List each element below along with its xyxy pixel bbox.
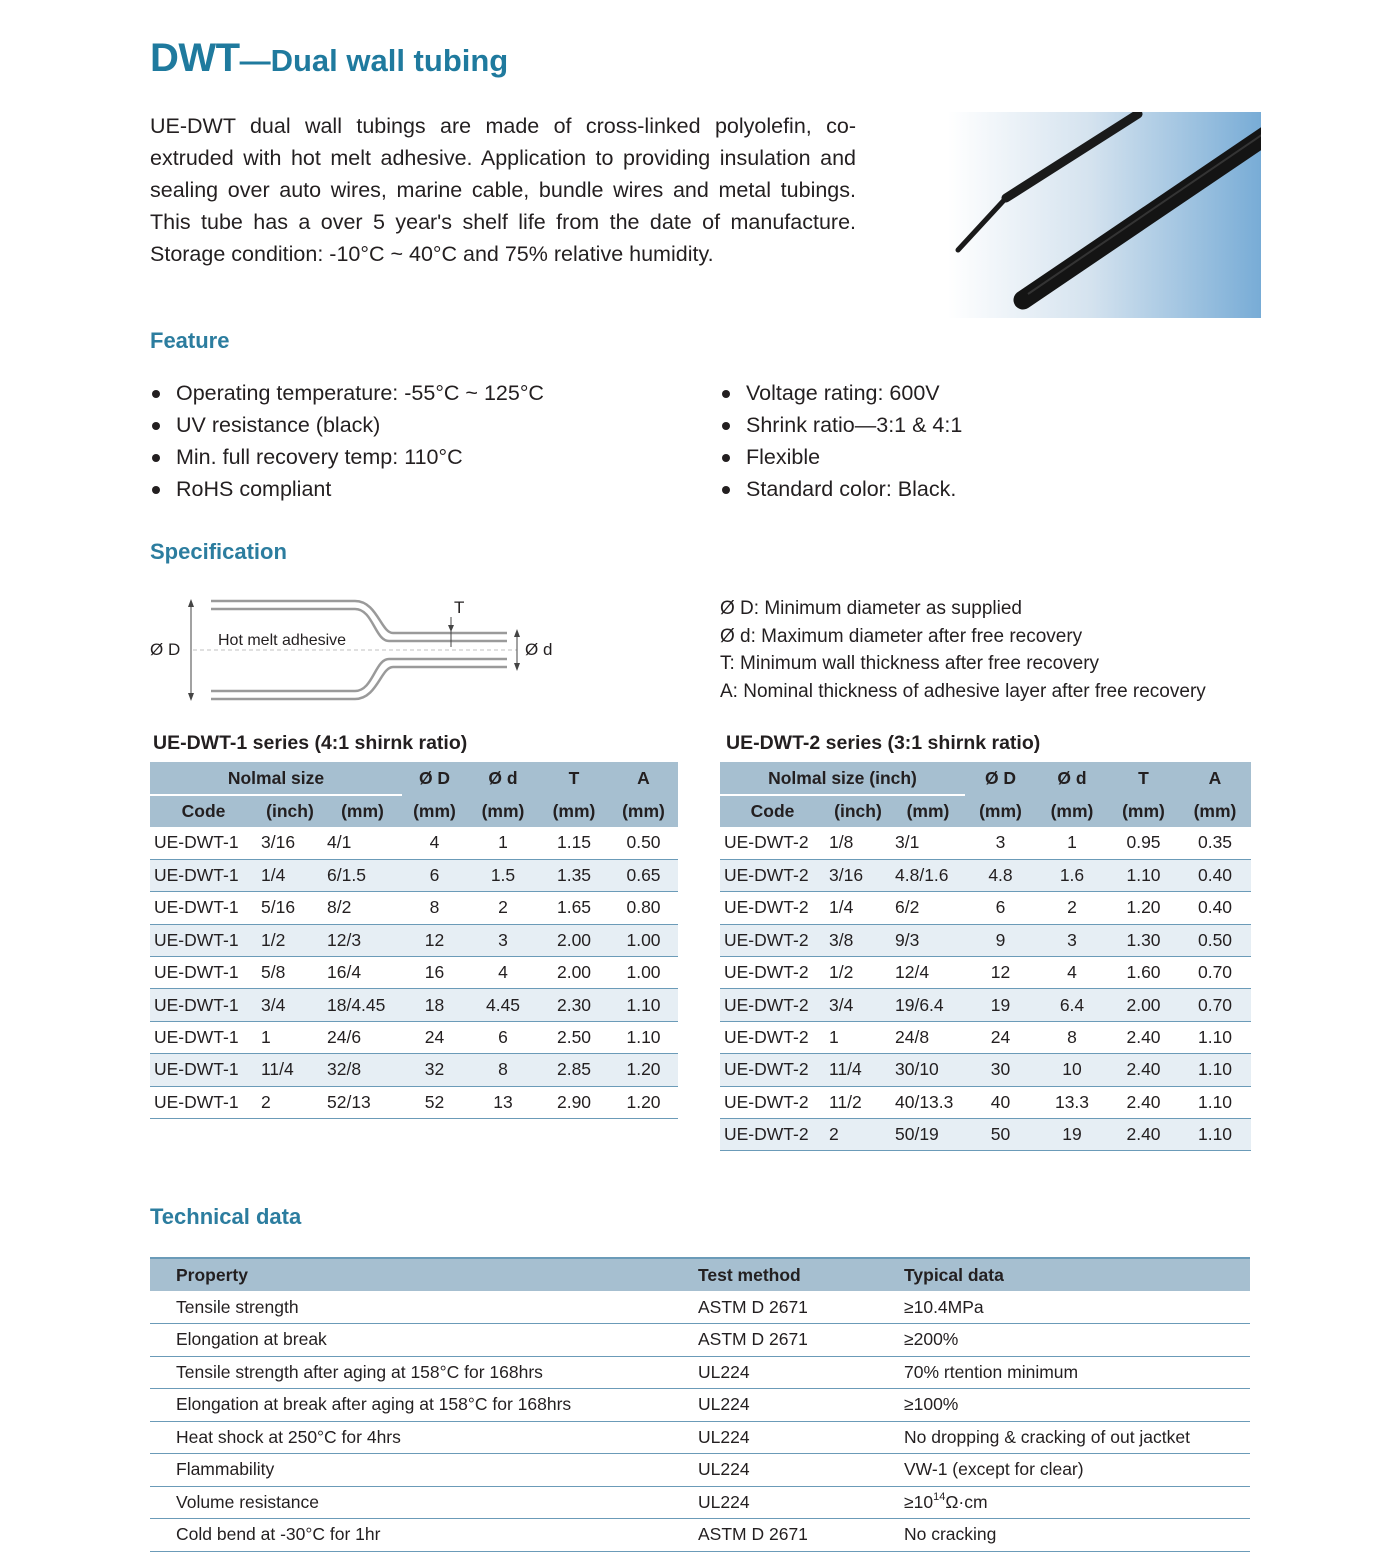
volume-unit: Ω·cm xyxy=(945,1492,988,1513)
cell-inch-size: 1/2 xyxy=(825,957,891,989)
table-row xyxy=(150,1054,678,1086)
cell-inner-diameter: 13.3 xyxy=(1036,1086,1108,1118)
cell-code: UE-DWT-2 xyxy=(720,827,825,859)
cell-code: UE-DWT-2 xyxy=(720,1021,825,1053)
tech-typical: VW-1 (except for clear) xyxy=(904,1454,1250,1487)
cell-adhesive-thickness: 1.10 xyxy=(1179,1086,1251,1118)
cell-mm-size: 24/6 xyxy=(323,1021,402,1053)
title-subtitle: —Dual wall tubing xyxy=(239,43,509,78)
tech-method: ASTM D 2671 xyxy=(698,1291,904,1324)
cell-code: UE-DWT-1 xyxy=(150,1054,257,1086)
table-row xyxy=(720,859,1251,891)
cell-adhesive-thickness: 0.50 xyxy=(609,827,678,859)
tech-typical: ≥200% xyxy=(904,1324,1250,1357)
cell-adhesive-thickness: 0.40 xyxy=(1179,892,1251,924)
cell-mm-size: 18/4.45 xyxy=(323,989,402,1021)
series1-header-A: A xyxy=(609,762,678,795)
cell-mm-size: 9/3 xyxy=(891,924,965,956)
tech-property: Heat shock at 250°C for 4hrs xyxy=(150,1421,698,1454)
cell-inch-size: 1 xyxy=(825,1021,891,1053)
title-code: DWT xyxy=(150,36,240,80)
cell-mm-size: 32/8 xyxy=(323,1054,402,1086)
table-row xyxy=(150,989,678,1021)
spec-legend xyxy=(720,595,1206,705)
tech-typical xyxy=(904,1486,1250,1519)
table-row xyxy=(720,957,1251,989)
series1-header-d: Ø d xyxy=(467,762,539,795)
cell-adhesive-thickness: 0.35 xyxy=(1179,827,1251,859)
list-item: Min. full recovery temp: 110°C xyxy=(150,441,544,473)
cell-wall-thickness: 1.35 xyxy=(539,859,609,891)
cell-outer-diameter: 19 xyxy=(965,989,1036,1021)
cell-mm-size: 6/1.5 xyxy=(323,859,402,891)
cell-code: UE-DWT-2 xyxy=(720,859,825,891)
series2-table xyxy=(720,762,1251,1151)
tech-property: Elongation at break xyxy=(150,1324,698,1357)
cell-wall-thickness: 2.85 xyxy=(539,1054,609,1086)
list-item: RoHS compliant xyxy=(150,473,544,505)
tech-typical: 70% rtention minimum xyxy=(904,1356,1250,1389)
series1-header-D: Ø D xyxy=(402,762,467,795)
cell-code: UE-DWT-1 xyxy=(150,989,257,1021)
volume-exponent: 14 xyxy=(933,1491,946,1504)
tech-method: ASTM D 2671 xyxy=(698,1519,904,1552)
table-row xyxy=(150,1291,1250,1324)
cell-outer-diameter: 50 xyxy=(965,1119,1036,1151)
cell-wall-thickness: 2.00 xyxy=(539,924,609,956)
cell-inch-size: 3/16 xyxy=(257,827,323,859)
cell-adhesive-thickness: 1.10 xyxy=(1179,1054,1251,1086)
cell-inch-size: 5/8 xyxy=(257,957,323,989)
table-row xyxy=(720,1054,1251,1086)
series1-header-code: Code xyxy=(150,795,257,827)
diagram-label-D: Ø D xyxy=(150,640,181,659)
cell-wall-thickness: 1.60 xyxy=(1108,957,1179,989)
cell-inch-size: 11/2 xyxy=(825,1086,891,1118)
cell-mm-size: 19/6.4 xyxy=(891,989,965,1021)
table-row xyxy=(720,989,1251,1021)
cell-outer-diameter: 32 xyxy=(402,1054,467,1086)
table-row xyxy=(150,892,678,924)
cell-inner-diameter: 3 xyxy=(1036,924,1108,956)
tech-header-property: Property xyxy=(150,1258,698,1291)
list-item: Operating temperature: -55°C ~ 125°C xyxy=(150,377,544,409)
series1-header-unit: (mm) xyxy=(402,795,467,827)
cell-mm-size: 24/8 xyxy=(891,1021,965,1053)
intro-paragraph: UE-DWT dual wall tubings are made of cross-linked polyolefin, co-extruded with hot melt adhesive. Application to providing insulation and sealing over auto wires, marine cable, bundle wires and metal tubings. This tube has a over 5 year's shelf life from the date of manufacture. Storage condition: -10°C ~ 40°C and 75% relative humidity. xyxy=(150,114,856,266)
table-row xyxy=(150,827,678,859)
cell-adhesive-thickness: 0.40 xyxy=(1179,859,1251,891)
cell-wall-thickness: 2.40 xyxy=(1108,1119,1179,1151)
series1-header-unit: (mm) xyxy=(609,795,678,827)
cell-inner-diameter: 1 xyxy=(467,827,539,859)
cell-inner-diameter: 1 xyxy=(1036,827,1108,859)
cell-wall-thickness: 2.40 xyxy=(1108,1086,1179,1118)
table-row xyxy=(150,1454,1250,1487)
tech-property: Volume resistance xyxy=(150,1486,698,1519)
series1-header-mm: (mm) xyxy=(323,795,402,827)
cell-inch-size: 1 xyxy=(257,1021,323,1053)
series1-header-inch: (inch) xyxy=(257,795,323,827)
cell-mm-size: 16/4 xyxy=(323,957,402,989)
cell-outer-diameter: 6 xyxy=(965,892,1036,924)
cell-code: UE-DWT-1 xyxy=(150,827,257,859)
cell-adhesive-thickness: 0.65 xyxy=(609,859,678,891)
tech-method: UL224 xyxy=(698,1486,904,1519)
cell-inner-diameter: 6.4 xyxy=(1036,989,1108,1021)
cell-wall-thickness: 1.20 xyxy=(1108,892,1179,924)
series2-header-unit: (mm) xyxy=(1179,795,1251,827)
series2-header-d: Ø d xyxy=(1036,762,1108,795)
cell-wall-thickness: 2.00 xyxy=(1108,989,1179,1021)
cell-inner-diameter: 3 xyxy=(467,924,539,956)
table-row xyxy=(150,957,678,989)
cell-adhesive-thickness: 0.80 xyxy=(609,892,678,924)
list-item: Standard color: Black. xyxy=(720,473,962,505)
table-row xyxy=(150,1519,1250,1552)
cell-inch-size: 11/4 xyxy=(825,1054,891,1086)
cell-inner-diameter: 4.45 xyxy=(467,989,539,1021)
feature-list-left xyxy=(150,377,544,505)
cell-mm-size: 4.8/1.6 xyxy=(891,859,965,891)
cell-outer-diameter: 3 xyxy=(965,827,1036,859)
cell-outer-diameter: 8 xyxy=(402,892,467,924)
bullet-icon xyxy=(722,486,730,494)
cell-inch-size: 3/4 xyxy=(257,989,323,1021)
tech-property: Flammability xyxy=(150,1454,698,1487)
legend-item: T: Minimum wall thickness after free recovery xyxy=(720,653,1100,674)
tech-typical: No dropping & cracking of out jactket xyxy=(904,1421,1250,1454)
series2-header-inch: (inch) xyxy=(825,795,891,827)
series2-header-T: T xyxy=(1108,762,1179,795)
cell-wall-thickness: 2.50 xyxy=(539,1021,609,1053)
table-row xyxy=(150,1086,678,1118)
feature-list-right xyxy=(720,377,962,505)
table-row xyxy=(720,892,1251,924)
tech-property: Cold bend at -30°C for 1hr xyxy=(150,1519,698,1552)
cell-wall-thickness: 2.30 xyxy=(539,989,609,1021)
cell-adhesive-thickness: 1.10 xyxy=(1179,1021,1251,1053)
series1-title: UE-DWT-1 series (4:1 shirnk ratio) xyxy=(153,732,468,754)
cell-outer-diameter: 30 xyxy=(965,1054,1036,1086)
cell-inch-size: 2 xyxy=(257,1086,323,1118)
cell-inner-diameter: 13 xyxy=(467,1086,539,1118)
cell-wall-thickness: 1.30 xyxy=(1108,924,1179,956)
cell-outer-diameter: 52 xyxy=(402,1086,467,1118)
tech-property: Elongation at break after aging at 158°C for 168hrs xyxy=(150,1389,698,1422)
cell-inner-diameter: 1.6 xyxy=(1036,859,1108,891)
table-row xyxy=(720,1021,1251,1053)
tech-typical: No cracking xyxy=(904,1519,1250,1552)
cell-wall-thickness: 1.15 xyxy=(539,827,609,859)
cell-adhesive-thickness: 1.00 xyxy=(609,924,678,956)
list-item: Voltage rating: 600V xyxy=(720,377,962,409)
bullet-icon xyxy=(722,390,730,398)
cell-outer-diameter: 16 xyxy=(402,957,467,989)
feature-heading: Feature xyxy=(150,328,230,353)
table-row xyxy=(150,1356,1250,1389)
cell-outer-diameter: 40 xyxy=(965,1086,1036,1118)
cell-adhesive-thickness: 0.70 xyxy=(1179,989,1251,1021)
cell-wall-thickness: 0.95 xyxy=(1108,827,1179,859)
tech-method: UL224 xyxy=(698,1454,904,1487)
cell-wall-thickness: 1.65 xyxy=(539,892,609,924)
cell-inner-diameter: 1.5 xyxy=(467,859,539,891)
cell-outer-diameter: 12 xyxy=(402,924,467,956)
cell-mm-size: 8/2 xyxy=(323,892,402,924)
series1-header-T: T xyxy=(539,762,609,795)
series2-header-D: Ø D xyxy=(965,762,1036,795)
table-row xyxy=(150,1021,678,1053)
page-title xyxy=(150,36,508,81)
series2-header-unit: (mm) xyxy=(1108,795,1179,827)
table-row xyxy=(150,1486,1250,1519)
tech-typical: ≥100% xyxy=(904,1389,1250,1422)
technical-table xyxy=(150,1257,1250,1552)
cell-inner-diameter: 4 xyxy=(467,957,539,989)
series2-header-mm: (mm) xyxy=(891,795,965,827)
technical-heading: Technical data xyxy=(150,1204,302,1229)
cell-code: UE-DWT-2 xyxy=(720,1086,825,1118)
cell-outer-diameter: 4 xyxy=(402,827,467,859)
bullet-icon xyxy=(152,422,160,430)
diagram-label-d: Ø d xyxy=(525,640,553,659)
cell-mm-size: 6/2 xyxy=(891,892,965,924)
series2-group-header: Nolmal size (inch) xyxy=(720,762,965,795)
table-row xyxy=(150,1324,1250,1357)
cell-adhesive-thickness: 0.50 xyxy=(1179,924,1251,956)
series1-group-header: Nolmal size xyxy=(150,762,402,795)
cell-inner-diameter: 8 xyxy=(1036,1021,1108,1053)
series1-header-unit: (mm) xyxy=(539,795,609,827)
cell-wall-thickness: 2.90 xyxy=(539,1086,609,1118)
cell-inch-size: 11/4 xyxy=(257,1054,323,1086)
cell-inch-size: 1/4 xyxy=(257,859,323,891)
series2-header-unit: (mm) xyxy=(965,795,1036,827)
cell-adhesive-thickness: 1.00 xyxy=(609,957,678,989)
cell-code: UE-DWT-2 xyxy=(720,892,825,924)
list-item: UV resistance (black) xyxy=(150,409,544,441)
cell-mm-size: 30/10 xyxy=(891,1054,965,1086)
cell-outer-diameter: 9 xyxy=(965,924,1036,956)
cell-code: UE-DWT-2 xyxy=(720,989,825,1021)
cell-mm-size: 12/4 xyxy=(891,957,965,989)
cell-adhesive-thickness: 1.10 xyxy=(609,989,678,1021)
cell-outer-diameter: 12 xyxy=(965,957,1036,989)
cell-mm-size: 3/1 xyxy=(891,827,965,859)
table-row xyxy=(720,1086,1251,1118)
table-row xyxy=(150,1389,1250,1422)
cell-code: UE-DWT-1 xyxy=(150,892,257,924)
series2-header-code: Code xyxy=(720,795,825,827)
cell-inner-diameter: 2 xyxy=(467,892,539,924)
diagram-label-T: T xyxy=(454,598,465,617)
cell-mm-size: 52/13 xyxy=(323,1086,402,1118)
diagram-label-adhesive: Hot melt adhesive xyxy=(218,632,347,649)
list-item: Shrink ratio—3:1 & 4:1 xyxy=(720,409,962,441)
table-row xyxy=(720,924,1251,956)
tech-header-method: Test method xyxy=(698,1258,904,1291)
cell-code: UE-DWT-2 xyxy=(720,924,825,956)
cell-adhesive-thickness: 1.10 xyxy=(1179,1119,1251,1151)
cell-inner-diameter: 10 xyxy=(1036,1054,1108,1086)
cell-outer-diameter: 4.8 xyxy=(965,859,1036,891)
cell-adhesive-thickness: 1.20 xyxy=(609,1054,678,1086)
cell-wall-thickness: 2.40 xyxy=(1108,1054,1179,1086)
cell-wall-thickness: 2.00 xyxy=(539,957,609,989)
cell-inch-size: 3/16 xyxy=(825,859,891,891)
cell-mm-size: 50/19 xyxy=(891,1119,965,1151)
cell-outer-diameter: 6 xyxy=(402,859,467,891)
cell-code: UE-DWT-2 xyxy=(720,1119,825,1151)
cell-wall-thickness: 2.40 xyxy=(1108,1021,1179,1053)
table-row xyxy=(150,924,678,956)
bullet-icon xyxy=(152,454,160,462)
cell-mm-size: 40/13.3 xyxy=(891,1086,965,1118)
volume-value: ≥10 xyxy=(904,1492,934,1513)
table-row xyxy=(150,859,678,891)
cell-inch-size: 3/8 xyxy=(825,924,891,956)
cell-mm-size: 4/1 xyxy=(323,827,402,859)
cell-inch-size: 1/2 xyxy=(257,924,323,956)
cell-code: UE-DWT-2 xyxy=(720,1054,825,1086)
series2-header-unit: (mm) xyxy=(1036,795,1108,827)
cell-code: UE-DWT-1 xyxy=(150,957,257,989)
tubing-diagram xyxy=(145,595,565,710)
cell-code: UE-DWT-1 xyxy=(150,859,257,891)
cell-outer-diameter: 18 xyxy=(402,989,467,1021)
cell-inch-size: 1/8 xyxy=(825,827,891,859)
cell-inch-size: 3/4 xyxy=(825,989,891,1021)
cell-inner-diameter: 2 xyxy=(1036,892,1108,924)
tech-header-typical: Typical data xyxy=(904,1258,1250,1291)
legend-item: A: Nominal thickness of adhesive layer after free recovery xyxy=(720,680,1206,702)
cell-inner-diameter: 4 xyxy=(1036,957,1108,989)
cell-adhesive-thickness: 1.20 xyxy=(609,1086,678,1118)
cell-outer-diameter: 24 xyxy=(965,1021,1036,1053)
tech-method: UL224 xyxy=(698,1356,904,1389)
tech-typical: ≥10.4MPa xyxy=(904,1291,1250,1324)
series1-table xyxy=(150,762,678,1119)
table-row xyxy=(720,827,1251,859)
series2-header-A: A xyxy=(1179,762,1251,795)
legend-item: Ø d: Maximum diameter after free recovery xyxy=(720,625,1083,647)
cell-inch-size: 5/16 xyxy=(257,892,323,924)
series1-header-unit: (mm) xyxy=(467,795,539,827)
cell-adhesive-thickness: 0.70 xyxy=(1179,957,1251,989)
tech-method: UL224 xyxy=(698,1421,904,1454)
tech-property: Tensile strength xyxy=(150,1291,698,1324)
bullet-icon xyxy=(722,422,730,430)
cell-adhesive-thickness: 1.10 xyxy=(609,1021,678,1053)
cell-inch-size: 2 xyxy=(825,1119,891,1151)
legend-item: Ø D: Minimum diameter as supplied xyxy=(720,598,1022,619)
bullet-icon xyxy=(152,390,160,398)
bullet-icon xyxy=(152,486,160,494)
product-photo xyxy=(948,112,1261,318)
table-row xyxy=(150,1421,1250,1454)
tech-method: ASTM D 2671 xyxy=(698,1324,904,1357)
tech-method: UL224 xyxy=(698,1389,904,1422)
specification-heading: Specification xyxy=(150,539,287,564)
tech-property: Tensile strength after aging at 158°C for 168hrs xyxy=(150,1356,698,1389)
cell-mm-size: 12/3 xyxy=(323,924,402,956)
cell-outer-diameter: 24 xyxy=(402,1021,467,1053)
table-row xyxy=(720,1119,1251,1151)
cell-code: UE-DWT-2 xyxy=(720,957,825,989)
cell-inner-diameter: 8 xyxy=(467,1054,539,1086)
bullet-icon xyxy=(722,454,730,462)
series2-title: UE-DWT-2 series (3:1 shirnk ratio) xyxy=(726,732,1041,754)
cell-wall-thickness: 1.10 xyxy=(1108,859,1179,891)
cell-code: UE-DWT-1 xyxy=(150,924,257,956)
cell-inner-diameter: 19 xyxy=(1036,1119,1108,1151)
cell-inner-diameter: 6 xyxy=(467,1021,539,1053)
cell-inch-size: 1/4 xyxy=(825,892,891,924)
cell-code: UE-DWT-1 xyxy=(150,1021,257,1053)
list-item: Flexible xyxy=(720,441,962,473)
cell-code: UE-DWT-1 xyxy=(150,1086,257,1118)
